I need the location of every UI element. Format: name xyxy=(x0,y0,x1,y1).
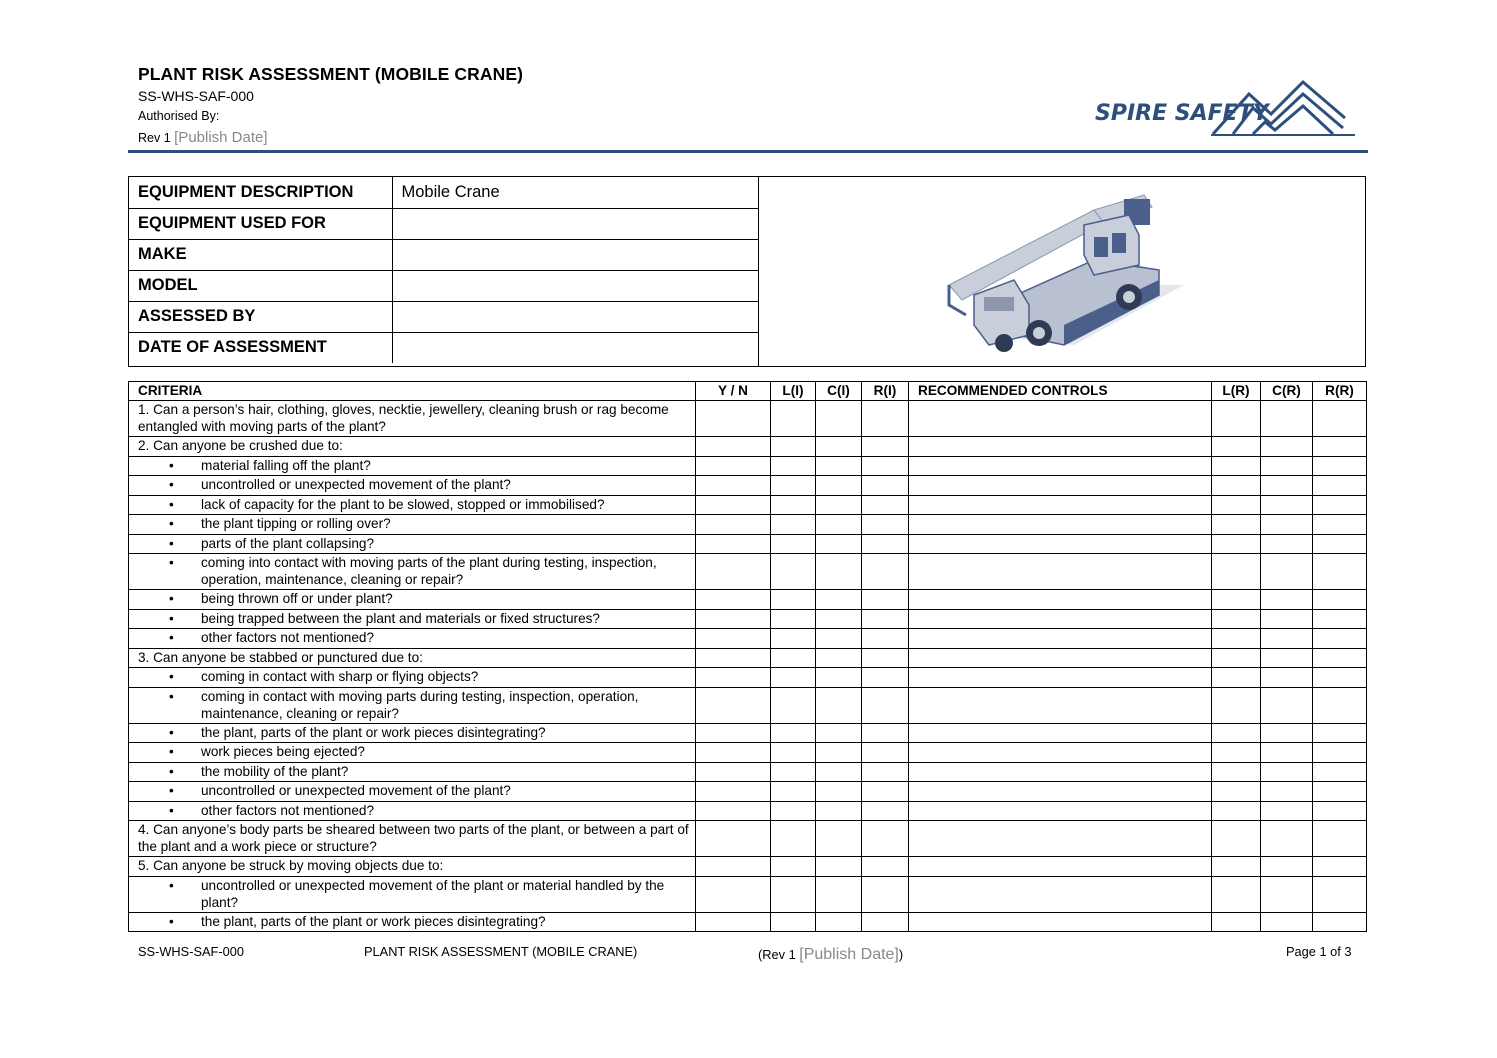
criteria-cell xyxy=(129,629,696,649)
cr-cell[interactable] xyxy=(1261,495,1313,515)
ri-cell[interactable] xyxy=(862,476,909,496)
li-cell[interactable] xyxy=(771,437,816,457)
table-row xyxy=(129,821,1367,857)
criteria-text: • other factors not mentioned? xyxy=(201,802,375,818)
li-cell[interactable] xyxy=(771,723,816,743)
ci-cell[interactable] xyxy=(816,743,862,763)
criteria-cell: 2. Can anyone be crushed due to: xyxy=(129,437,696,457)
criteria-text: • the plant tipping or rolling over? xyxy=(201,516,391,531)
yn-cell[interactable] xyxy=(696,648,771,668)
criteria-cell: 3. Can anyone be stabbed or punctured due to: xyxy=(129,648,696,668)
table-row xyxy=(129,857,1367,877)
criteria-text: • material falling off the plant? xyxy=(201,457,371,473)
equipment-value[interactable] xyxy=(392,301,758,332)
cr-cell[interactable] xyxy=(1261,723,1313,743)
document-code: SS-WHS-SAF-000 xyxy=(138,88,254,104)
yn-cell[interactable] xyxy=(696,687,771,723)
equipment-row xyxy=(129,270,758,301)
table-row xyxy=(129,648,1367,668)
criteria-cell xyxy=(129,590,696,610)
lr-header: L(R) xyxy=(1212,382,1261,401)
footer-rev-open: (Rev 1 xyxy=(758,947,796,962)
rr-header: R(R) xyxy=(1313,382,1367,401)
ci-cell[interactable] xyxy=(816,534,862,554)
equipment-row xyxy=(129,177,758,208)
cr-cell[interactable] xyxy=(1261,437,1313,457)
li-cell[interactable] xyxy=(771,876,816,912)
equipment-row xyxy=(129,332,758,363)
table-row xyxy=(129,801,1367,821)
table-row xyxy=(129,554,1367,590)
lr-cell[interactable] xyxy=(1212,590,1261,610)
publish-date-placeholder: [Publish Date] xyxy=(174,129,268,146)
lr-cell[interactable] xyxy=(1212,743,1261,763)
criteria-cell: 1. Can a person’s hair, clothing, gloves, necktie, jewellery, cleaning brush or rag become entangled with moving parts of the plant? xyxy=(129,401,696,437)
ci-cell[interactable] xyxy=(816,495,862,515)
ri-cell[interactable] xyxy=(862,857,909,877)
criteria-cell xyxy=(129,609,696,629)
ci-cell[interactable] xyxy=(816,554,862,590)
controls-cell[interactable] xyxy=(909,762,1212,782)
criteria-cell xyxy=(129,723,696,743)
yn-cell[interactable] xyxy=(696,912,771,932)
ci-cell[interactable] xyxy=(816,515,862,535)
ri-cell[interactable] xyxy=(862,590,909,610)
cr-header: C(R) xyxy=(1261,382,1313,401)
table-row xyxy=(129,590,1367,610)
criteria-text: • lack of capacity for the plant to be slowed, stopped or immobilised? xyxy=(201,496,605,512)
ri-cell[interactable] xyxy=(862,801,909,821)
rr-cell[interactable] xyxy=(1313,534,1367,554)
ri-cell[interactable] xyxy=(862,401,909,437)
yn-cell[interactable] xyxy=(696,515,771,535)
equipment-row xyxy=(129,301,758,332)
criteria-cell xyxy=(129,534,696,554)
ri-cell[interactable] xyxy=(862,495,909,515)
criteria-cell xyxy=(129,801,696,821)
yn-cell[interactable] xyxy=(696,554,771,590)
cr-cell[interactable] xyxy=(1261,590,1313,610)
rr-cell[interactable] xyxy=(1313,668,1367,688)
cr-cell[interactable] xyxy=(1261,821,1313,857)
controls-cell[interactable] xyxy=(909,743,1212,763)
controls-cell[interactable] xyxy=(909,495,1212,515)
li-header: L(I) xyxy=(771,382,816,401)
li-cell[interactable] xyxy=(771,857,816,877)
footer-title: PLANT RISK ASSESSMENT (MOBILE CRANE) xyxy=(364,944,638,959)
ri-cell[interactable] xyxy=(862,762,909,782)
cr-cell[interactable] xyxy=(1261,456,1313,476)
equipment-label: EQUIPMENT USED FOR xyxy=(129,208,392,239)
criteria-text: • other factors not mentioned? xyxy=(201,630,375,645)
lr-cell[interactable] xyxy=(1212,912,1261,932)
rr-cell[interactable] xyxy=(1313,437,1367,457)
header-row xyxy=(129,382,1367,401)
yn-cell[interactable] xyxy=(696,590,771,610)
controls-cell[interactable] xyxy=(909,648,1212,668)
rr-cell[interactable] xyxy=(1313,629,1367,649)
yn-header: Y / N xyxy=(696,382,771,401)
controls-cell[interactable] xyxy=(909,723,1212,743)
li-cell[interactable] xyxy=(771,629,816,649)
ci-cell[interactable] xyxy=(816,668,862,688)
controls-cell[interactable] xyxy=(909,821,1212,857)
criteria-text: • uncontrolled or unexpected movement of the plant or material handled by the plant? xyxy=(201,877,665,910)
rr-cell[interactable] xyxy=(1313,476,1367,496)
table-row xyxy=(129,668,1367,688)
header-divider xyxy=(128,150,1368,153)
li-cell[interactable] xyxy=(771,668,816,688)
criteria-cell xyxy=(129,668,696,688)
cr-cell[interactable] xyxy=(1261,782,1313,802)
lr-cell[interactable] xyxy=(1212,476,1261,496)
ri-cell[interactable] xyxy=(862,629,909,649)
equipment-label: DATE OF ASSESSMENT xyxy=(129,332,392,363)
cr-cell[interactable] xyxy=(1261,609,1313,629)
cr-cell[interactable] xyxy=(1261,515,1313,535)
criteria-text: • the plant, parts of the plant or work pieces disintegrating? xyxy=(201,724,546,740)
criteria-rows xyxy=(129,401,1367,932)
equipment-value[interactable]: Mobile Crane xyxy=(392,177,758,208)
equipment-label: MODEL xyxy=(129,270,392,301)
criteria-cell xyxy=(129,456,696,476)
yn-cell[interactable] xyxy=(696,629,771,649)
criteria-cell xyxy=(129,912,696,932)
criteria-text: • the plant, parts of the plant or work pieces disintegrating? xyxy=(201,913,546,929)
equipment-value[interactable] xyxy=(392,239,758,270)
yn-cell[interactable] xyxy=(696,743,771,763)
li-cell[interactable] xyxy=(771,590,816,610)
table-row xyxy=(129,515,1367,535)
controls-cell[interactable] xyxy=(909,668,1212,688)
equipment-image-cell xyxy=(758,177,1367,366)
document-header xyxy=(138,64,523,146)
cr-cell[interactable] xyxy=(1261,476,1313,496)
rr-cell[interactable] xyxy=(1313,401,1367,437)
ri-cell[interactable] xyxy=(862,687,909,723)
li-cell[interactable] xyxy=(771,515,816,535)
yn-cell[interactable] xyxy=(696,456,771,476)
lr-cell[interactable] xyxy=(1212,857,1261,877)
ci-cell[interactable] xyxy=(816,762,862,782)
lr-cell[interactable] xyxy=(1212,534,1261,554)
table-row xyxy=(129,723,1367,743)
table-row xyxy=(129,456,1367,476)
ci-header: C(I) xyxy=(816,382,862,401)
yn-cell[interactable] xyxy=(696,668,771,688)
ci-cell[interactable] xyxy=(816,723,862,743)
footer-code: SS-WHS-SAF-000 xyxy=(138,944,244,959)
ci-cell[interactable] xyxy=(816,876,862,912)
criteria-text: • the mobility of the plant? xyxy=(201,763,349,779)
table-row xyxy=(129,476,1367,496)
criteria-cell: 5. Can anyone be struck by moving objects due to: xyxy=(129,857,696,877)
lr-cell[interactable] xyxy=(1212,801,1261,821)
cr-cell[interactable] xyxy=(1261,534,1313,554)
controls-cell[interactable] xyxy=(909,782,1212,802)
rr-cell[interactable] xyxy=(1313,743,1367,763)
ri-cell[interactable] xyxy=(862,534,909,554)
yn-cell[interactable] xyxy=(696,762,771,782)
rr-cell[interactable] xyxy=(1313,495,1367,515)
criteria-text: • coming into contact with moving parts of the plant during testing, inspection, operation, maintenance, cleaning or repair? xyxy=(201,555,657,587)
yn-cell[interactable] xyxy=(696,723,771,743)
criteria-header: CRITERIA xyxy=(129,382,696,401)
rr-cell[interactable] xyxy=(1313,554,1367,590)
li-cell[interactable] xyxy=(771,534,816,554)
equipment-row xyxy=(129,239,758,270)
controls-cell[interactable] xyxy=(909,609,1212,629)
equipment-row xyxy=(129,208,758,239)
table-row xyxy=(129,687,1367,723)
criteria-text: • work pieces being ejected? xyxy=(201,744,365,759)
footer-publish-date: [Publish Date] xyxy=(799,946,899,963)
authorised-by: Authorised By: xyxy=(138,109,220,123)
ri-cell[interactable] xyxy=(862,782,909,802)
equipment-value[interactable] xyxy=(392,332,758,363)
table-row xyxy=(129,629,1367,649)
criteria-text: • coming in contact with moving parts during testing, inspection, operation, maintenance, cleaning or repair? xyxy=(201,688,639,721)
li-cell[interactable] xyxy=(771,648,816,668)
mobile-crane-illustration xyxy=(944,185,1189,357)
controls-cell[interactable] xyxy=(909,534,1212,554)
equipment-section xyxy=(128,176,1366,367)
lr-cell[interactable] xyxy=(1212,609,1261,629)
rr-cell[interactable] xyxy=(1313,762,1367,782)
criteria-text: • being thrown off or under plant? xyxy=(201,591,393,606)
table-row xyxy=(129,762,1367,782)
yn-cell[interactable] xyxy=(696,857,771,877)
lr-cell[interactable] xyxy=(1212,515,1261,535)
rr-cell[interactable] xyxy=(1313,515,1367,535)
lr-cell[interactable] xyxy=(1212,762,1261,782)
criteria-text: • parts of the plant collapsing? xyxy=(201,535,375,551)
controls-cell[interactable] xyxy=(909,876,1212,912)
logo-text: SPIRE SAFETY xyxy=(1095,101,1269,126)
cr-cell[interactable] xyxy=(1261,648,1313,668)
controls-cell[interactable] xyxy=(909,437,1212,457)
li-cell[interactable] xyxy=(771,476,816,496)
yn-cell[interactable] xyxy=(696,437,771,457)
ri-cell[interactable] xyxy=(862,723,909,743)
rr-cell[interactable] xyxy=(1313,723,1367,743)
revision-label: Rev 1 xyxy=(138,131,171,145)
controls-cell[interactable] xyxy=(909,912,1212,932)
equipment-table xyxy=(129,177,759,363)
controls-cell[interactable] xyxy=(909,857,1212,877)
ci-cell[interactable] xyxy=(816,687,862,723)
table-row xyxy=(129,782,1367,802)
cr-cell[interactable] xyxy=(1261,668,1313,688)
table-row xyxy=(129,534,1367,554)
controls-cell[interactable] xyxy=(909,476,1212,496)
cr-cell[interactable] xyxy=(1261,554,1313,590)
li-cell[interactable] xyxy=(771,821,816,857)
li-cell[interactable] xyxy=(771,456,816,476)
ci-cell[interactable] xyxy=(816,401,862,437)
controls-cell[interactable] xyxy=(909,687,1212,723)
controls-cell[interactable] xyxy=(909,590,1212,610)
controls-cell[interactable] xyxy=(909,515,1212,535)
cr-cell[interactable] xyxy=(1261,687,1313,723)
li-cell[interactable] xyxy=(771,762,816,782)
rr-cell[interactable] xyxy=(1313,912,1367,932)
ri-cell[interactable] xyxy=(862,456,909,476)
criteria-text: • uncontrolled or unexpected movement of the plant? xyxy=(201,783,511,798)
criteria-cell: 4. Can anyone’s body parts be sheared between two parts of the plant, or between a part of the plant and a work piece or structure? xyxy=(129,821,696,857)
ci-cell[interactable] xyxy=(816,590,862,610)
criteria-cell xyxy=(129,476,696,496)
table-row xyxy=(129,743,1367,763)
page-number: Page 1 of 3 xyxy=(1286,944,1352,959)
recommended-controls-header: RECOMMENDED CONTROLS xyxy=(909,382,1212,401)
criteria-cell xyxy=(129,782,696,802)
equipment-label: ASSESSED BY xyxy=(129,301,392,332)
rr-cell[interactable] xyxy=(1313,801,1367,821)
rr-cell[interactable] xyxy=(1313,648,1367,668)
li-cell[interactable] xyxy=(771,401,816,437)
yn-cell[interactable] xyxy=(696,609,771,629)
lr-cell[interactable] xyxy=(1212,821,1261,857)
footer-revision xyxy=(758,946,903,964)
cr-cell[interactable] xyxy=(1261,401,1313,437)
rr-cell[interactable] xyxy=(1313,609,1367,629)
rr-cell[interactable] xyxy=(1313,857,1367,877)
li-cell[interactable] xyxy=(771,687,816,723)
table-row xyxy=(129,401,1367,437)
ri-cell[interactable] xyxy=(862,821,909,857)
li-cell[interactable] xyxy=(771,801,816,821)
ci-cell[interactable] xyxy=(816,456,862,476)
li-cell[interactable] xyxy=(771,782,816,802)
ci-cell[interactable] xyxy=(816,801,862,821)
yn-cell[interactable] xyxy=(696,534,771,554)
criteria-table xyxy=(128,381,1367,932)
ri-cell[interactable] xyxy=(862,515,909,535)
table-row xyxy=(129,912,1367,932)
table-row xyxy=(129,609,1367,629)
revision-line xyxy=(138,129,523,146)
ri-cell[interactable] xyxy=(862,554,909,590)
ci-cell[interactable] xyxy=(816,609,862,629)
ri-cell[interactable] xyxy=(862,648,909,668)
equipment-value[interactable] xyxy=(392,270,758,301)
rr-cell[interactable] xyxy=(1313,687,1367,723)
rr-cell[interactable] xyxy=(1313,782,1367,802)
criteria-text: • coming in contact with sharp or flying objects? xyxy=(201,669,479,684)
yn-cell[interactable] xyxy=(696,476,771,496)
criteria-cell xyxy=(129,495,696,515)
footer-rev-close: ) xyxy=(898,947,904,962)
li-cell[interactable] xyxy=(771,743,816,763)
yn-cell[interactable] xyxy=(696,495,771,515)
lr-cell[interactable] xyxy=(1212,456,1261,476)
lr-cell[interactable] xyxy=(1212,687,1261,723)
ci-cell[interactable] xyxy=(816,821,862,857)
rr-cell[interactable] xyxy=(1313,876,1367,912)
table-row xyxy=(129,495,1367,515)
lr-cell[interactable] xyxy=(1212,723,1261,743)
ci-cell[interactable] xyxy=(816,629,862,649)
li-cell[interactable] xyxy=(771,554,816,590)
criteria-cell xyxy=(129,554,696,590)
ri-cell[interactable] xyxy=(862,876,909,912)
rr-cell[interactable] xyxy=(1313,821,1367,857)
equipment-label: EQUIPMENT DESCRIPTION xyxy=(129,177,392,208)
yn-cell[interactable] xyxy=(696,782,771,802)
controls-cell[interactable] xyxy=(909,554,1212,590)
criteria-cell xyxy=(129,762,696,782)
ci-cell[interactable] xyxy=(816,912,862,932)
lr-cell[interactable] xyxy=(1212,401,1261,437)
controls-cell[interactable] xyxy=(909,456,1212,476)
lr-cell[interactable] xyxy=(1212,782,1261,802)
yn-cell[interactable] xyxy=(696,401,771,437)
criteria-cell xyxy=(129,876,696,912)
ri-cell[interactable] xyxy=(862,668,909,688)
rr-cell[interactable] xyxy=(1313,456,1367,476)
li-cell[interactable] xyxy=(771,495,816,515)
ri-cell[interactable] xyxy=(862,609,909,629)
yn-cell[interactable] xyxy=(696,801,771,821)
lr-cell[interactable] xyxy=(1212,554,1261,590)
criteria-cell xyxy=(129,743,696,763)
cr-cell[interactable] xyxy=(1261,629,1313,649)
ri-cell[interactable] xyxy=(862,743,909,763)
lr-cell[interactable] xyxy=(1212,437,1261,457)
criteria-text: • being trapped between the plant and materials or fixed structures? xyxy=(201,610,600,626)
rr-cell[interactable] xyxy=(1313,590,1367,610)
lr-cell[interactable] xyxy=(1212,629,1261,649)
cr-cell[interactable] xyxy=(1261,876,1313,912)
ri-header: R(I) xyxy=(862,382,909,401)
controls-cell[interactable] xyxy=(909,401,1212,437)
spire-safety-logo xyxy=(1093,78,1359,138)
cr-cell[interactable] xyxy=(1261,743,1313,763)
ri-cell[interactable] xyxy=(862,912,909,932)
lr-cell[interactable] xyxy=(1212,495,1261,515)
yn-cell[interactable] xyxy=(696,876,771,912)
lr-cell[interactable] xyxy=(1212,668,1261,688)
cr-cell[interactable] xyxy=(1261,912,1313,932)
criteria-cell xyxy=(129,515,696,535)
ci-cell[interactable] xyxy=(816,437,862,457)
table-row xyxy=(129,876,1367,912)
controls-cell[interactable] xyxy=(909,629,1212,649)
cr-cell[interactable] xyxy=(1261,762,1313,782)
ci-cell[interactable] xyxy=(816,857,862,877)
equipment-label: MAKE xyxy=(129,239,392,270)
criteria-cell xyxy=(129,687,696,723)
document-title: PLANT RISK ASSESSMENT (MOBILE CRANE) xyxy=(138,64,524,84)
controls-cell[interactable] xyxy=(909,801,1212,821)
cr-cell[interactable] xyxy=(1261,801,1313,821)
ri-cell[interactable] xyxy=(862,437,909,457)
table-row xyxy=(129,437,1367,457)
ci-cell[interactable] xyxy=(816,782,862,802)
lr-cell[interactable] xyxy=(1212,876,1261,912)
yn-cell[interactable] xyxy=(696,821,771,857)
ci-cell[interactable] xyxy=(816,476,862,496)
li-cell[interactable] xyxy=(771,912,816,932)
ci-cell[interactable] xyxy=(816,648,862,668)
li-cell[interactable] xyxy=(771,609,816,629)
equipment-value[interactable] xyxy=(392,208,758,239)
lr-cell[interactable] xyxy=(1212,648,1261,668)
cr-cell[interactable] xyxy=(1261,857,1313,877)
criteria-text: • uncontrolled or unexpected movement of the plant? xyxy=(201,477,511,492)
